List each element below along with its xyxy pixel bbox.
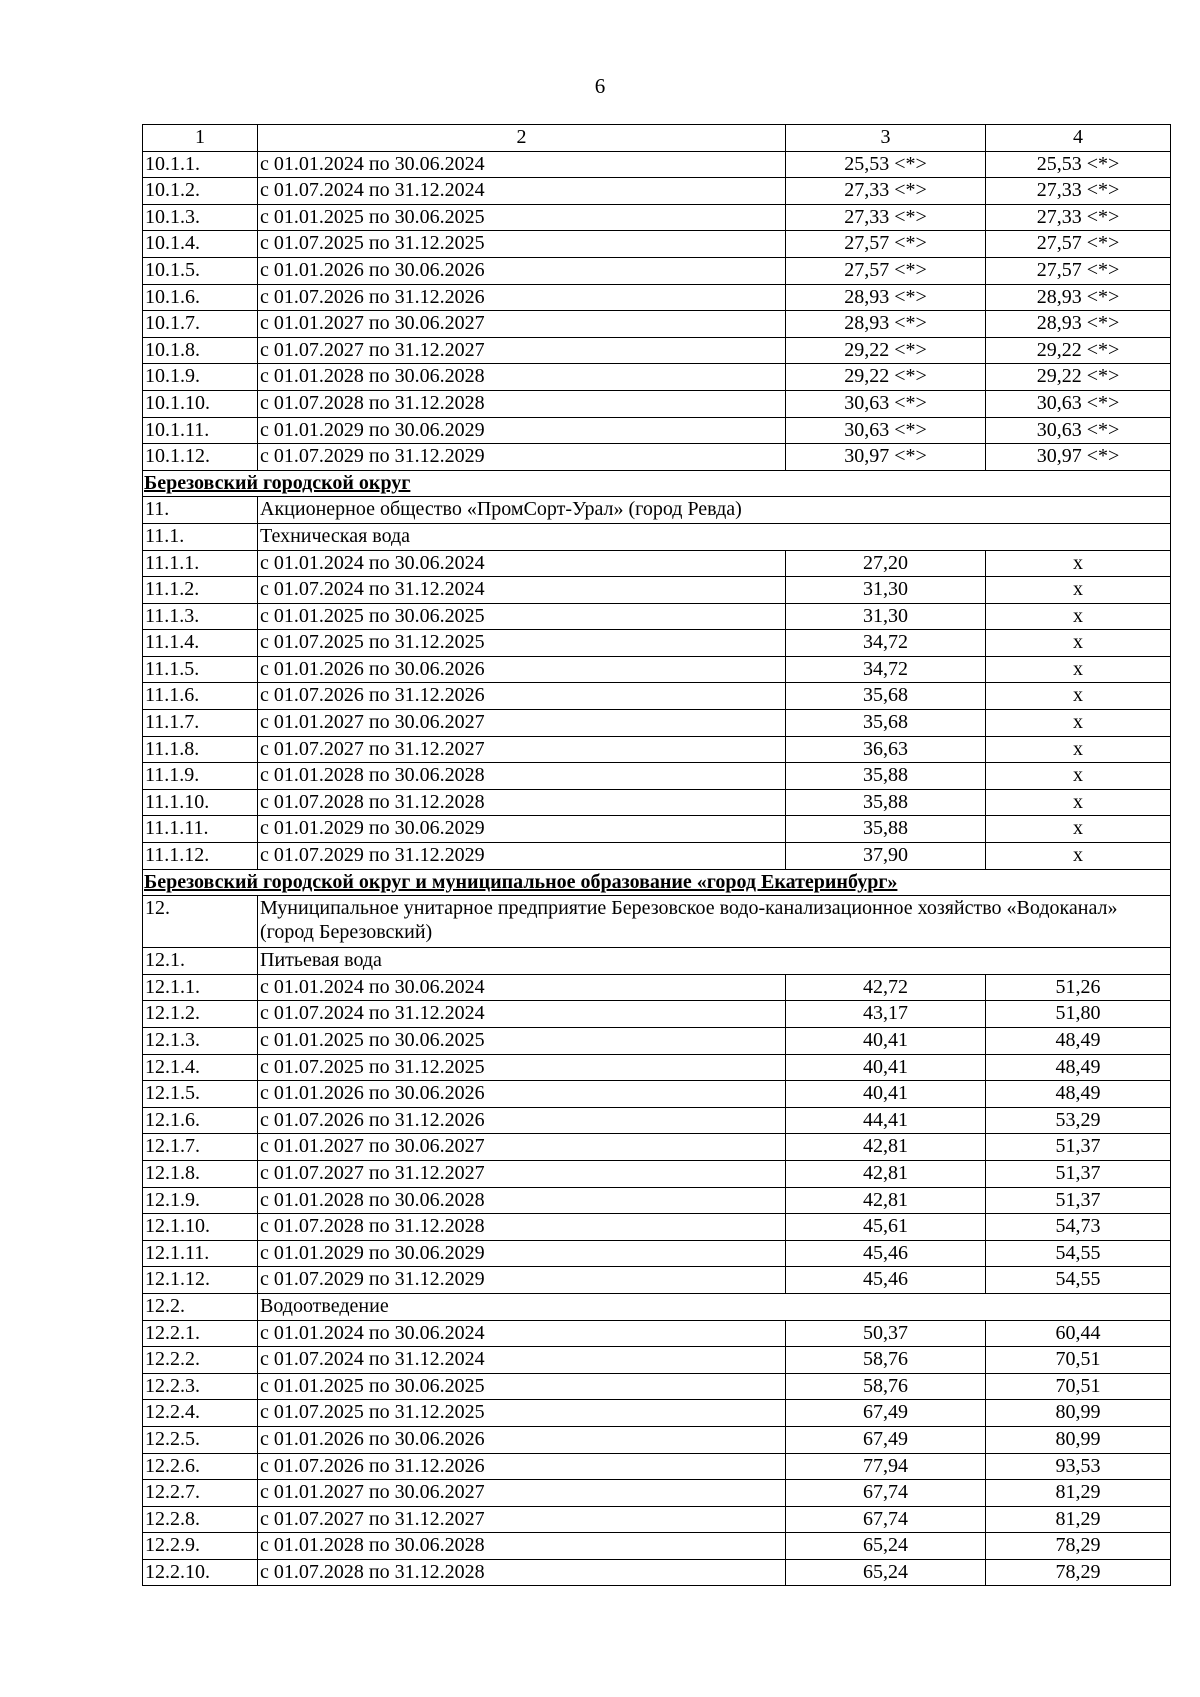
tariff-col-3-cell: 50,37 (786, 1320, 986, 1347)
period-cell: с 01.07.2026 по 31.12.2026 (258, 1107, 786, 1134)
row-code: 11.1.5. (143, 656, 258, 683)
tariff-col-3-cell: 35,68 (786, 710, 986, 737)
tariff-col-3-cell: 65,24 (786, 1559, 986, 1586)
table-row (143, 1533, 1171, 1560)
tariff-col-3-cell: 35,88 (786, 789, 986, 816)
table-row (143, 284, 1171, 311)
tariff-col-3-cell: 40,41 (786, 1081, 986, 1108)
section-heading: Березовский городской округ и муниципальное образование «город Екатеринбург» (143, 869, 1171, 896)
header-col-1: 1 (143, 125, 258, 152)
table-row (143, 1347, 1171, 1374)
tariff-col-4-cell: 28,93 <*> (986, 311, 1171, 338)
period-cell: с 01.07.2024 по 31.12.2024 (258, 178, 786, 205)
period-cell: с 01.07.2025 по 31.12.2025 (258, 630, 786, 657)
row-code: 10.1.7. (143, 311, 258, 338)
period-cell: с 01.07.2027 по 31.12.2027 (258, 1506, 786, 1533)
period-cell: с 01.07.2028 по 31.12.2028 (258, 1559, 786, 1586)
tariff-col-3-cell: 25,53 <*> (786, 151, 986, 178)
row-code: 11.1.9. (143, 763, 258, 790)
row-code: 10.1.1. (143, 151, 258, 178)
tariff-col-4-cell: х (986, 630, 1171, 657)
table-row (143, 1320, 1171, 1347)
tariff-col-4-cell: 60,44 (986, 1320, 1171, 1347)
period-cell: с 01.01.2028 по 30.06.2028 (258, 1533, 786, 1560)
period-cell: с 01.07.2027 по 31.12.2027 (258, 337, 786, 364)
row-code: 11.1.11. (143, 816, 258, 843)
tariff-col-3-cell: 27,57 <*> (786, 257, 986, 284)
tariff-col-3-cell: 67,49 (786, 1426, 986, 1453)
row-code: 12.1.9. (143, 1187, 258, 1214)
row-code: 12.2. (143, 1293, 258, 1320)
tariff-col-3-cell: 77,94 (786, 1453, 986, 1480)
tariff-col-3-cell: 44,41 (786, 1107, 986, 1134)
row-code: 12.1.6. (143, 1107, 258, 1134)
tariff-col-3-cell: 35,88 (786, 816, 986, 843)
row-code: 10.1.5. (143, 257, 258, 284)
tariff-col-3-cell: 45,46 (786, 1267, 986, 1294)
table-row (143, 1373, 1171, 1400)
tariff-col-3-cell: 58,76 (786, 1347, 986, 1374)
tariff-col-3-cell: 42,81 (786, 1134, 986, 1161)
tariff-col-3-cell: 31,30 (786, 603, 986, 630)
tariff-col-4-cell: 80,99 (986, 1400, 1171, 1427)
tariff-col-4-cell: 27,33 <*> (986, 178, 1171, 205)
tariff-col-4-cell: 78,29 (986, 1559, 1171, 1586)
table-row (143, 257, 1171, 284)
table-row (143, 1559, 1171, 1586)
period-cell: с 01.07.2029 по 31.12.2029 (258, 444, 786, 471)
tariff-col-4-cell: 48,49 (986, 1054, 1171, 1081)
table-row (143, 550, 1171, 577)
tariff-col-4-cell: 27,57 <*> (986, 231, 1171, 258)
row-code: 12.1.12. (143, 1267, 258, 1294)
table-row (143, 1001, 1171, 1028)
row-code: 12.1.1. (143, 974, 258, 1001)
row-code: 10.1.3. (143, 204, 258, 231)
row-code: 12.1.3. (143, 1028, 258, 1055)
row-code: 11.1.6. (143, 683, 258, 710)
header-col-2: 2 (258, 125, 786, 152)
period-cell: с 01.07.2028 по 31.12.2028 (258, 390, 786, 417)
row-code: 12.2.8. (143, 1506, 258, 1533)
tariff-col-4-cell: х (986, 550, 1171, 577)
row-code: 12.1.8. (143, 1160, 258, 1187)
table-row (143, 630, 1171, 657)
period-cell: с 01.01.2029 по 30.06.2029 (258, 816, 786, 843)
row-code: 12.1.2. (143, 1001, 258, 1028)
category-row (143, 497, 1171, 524)
row-code: 10.1.6. (143, 284, 258, 311)
period-cell: с 01.01.2025 по 30.06.2025 (258, 204, 786, 231)
table-row (143, 1506, 1171, 1533)
period-cell: с 01.01.2028 по 30.06.2028 (258, 763, 786, 790)
tariff-col-4-cell: 54,73 (986, 1214, 1171, 1241)
tariff-col-3-cell: 40,41 (786, 1054, 986, 1081)
tariff-col-4-cell: 70,51 (986, 1347, 1171, 1374)
category-label: Муниципальное унитарное предприятие Березовское водо-канализационное хозяйство «Водоканал» (город Березовский) (258, 896, 1171, 948)
period-cell: с 01.07.2027 по 31.12.2027 (258, 736, 786, 763)
row-code: 10.1.10. (143, 390, 258, 417)
row-code: 10.1.4. (143, 231, 258, 258)
category-label: Акционерное общество «ПромСорт-Урал» (город Ревда) (258, 497, 1171, 524)
tariff-col-4-cell: 54,55 (986, 1240, 1171, 1267)
row-code: 11.1.1. (143, 550, 258, 577)
tariff-table (142, 124, 1171, 1586)
tariff-col-4-cell: 25,53 <*> (986, 151, 1171, 178)
period-cell: с 01.07.2027 по 31.12.2027 (258, 1160, 786, 1187)
period-cell: с 01.01.2028 по 30.06.2028 (258, 364, 786, 391)
tariff-col-3-cell: 27,57 <*> (786, 231, 986, 258)
period-cell: с 01.01.2026 по 30.06.2026 (258, 1081, 786, 1108)
tariff-col-3-cell: 34,72 (786, 656, 986, 683)
row-code: 11.1.8. (143, 736, 258, 763)
tariff-col-4-cell: х (986, 656, 1171, 683)
tariff-col-4-cell: 48,49 (986, 1081, 1171, 1108)
period-cell: с 01.01.2029 по 30.06.2029 (258, 1240, 786, 1267)
row-code: 11.1.12. (143, 843, 258, 870)
tariff-col-3-cell: 27,33 <*> (786, 204, 986, 231)
row-code: 12.2.1. (143, 1320, 258, 1347)
section-heading: Березовский городской округ (143, 470, 1171, 497)
tariff-col-3-cell: 67,49 (786, 1400, 986, 1427)
period-cell: с 01.01.2024 по 30.06.2024 (258, 151, 786, 178)
period-cell: с 01.07.2024 по 31.12.2024 (258, 1001, 786, 1028)
tariff-col-3-cell: 29,22 <*> (786, 364, 986, 391)
tariff-col-4-cell: 30,97 <*> (986, 444, 1171, 471)
tariff-col-4-cell: 27,33 <*> (986, 204, 1171, 231)
row-code: 12.1.11. (143, 1240, 258, 1267)
period-cell: с 01.01.2029 по 30.06.2029 (258, 417, 786, 444)
tariff-col-3-cell: 34,72 (786, 630, 986, 657)
period-cell: с 01.01.2024 по 30.06.2024 (258, 1320, 786, 1347)
period-cell: с 01.01.2024 по 30.06.2024 (258, 550, 786, 577)
table-row (143, 789, 1171, 816)
table-row (143, 1028, 1171, 1055)
table-row (143, 337, 1171, 364)
row-code: 12.1.4. (143, 1054, 258, 1081)
category-row (143, 1293, 1171, 1320)
tariff-col-3-cell: 36,63 (786, 736, 986, 763)
tariff-col-4-cell: 29,22 <*> (986, 337, 1171, 364)
period-cell: с 01.01.2027 по 30.06.2027 (258, 710, 786, 737)
tariff-col-3-cell: 42,81 (786, 1160, 986, 1187)
tariff-col-3-cell: 37,90 (786, 843, 986, 870)
tariff-col-4-cell: 81,29 (986, 1506, 1171, 1533)
table-row (143, 1054, 1171, 1081)
row-code: 10.1.12. (143, 444, 258, 471)
table-row (143, 683, 1171, 710)
tariff-col-4-cell: 51,37 (986, 1187, 1171, 1214)
row-code: 11. (143, 497, 258, 524)
row-code: 11.1. (143, 523, 258, 550)
tariff-col-4-cell: 54,55 (986, 1267, 1171, 1294)
category-row (143, 523, 1171, 550)
table-row (143, 151, 1171, 178)
table-row (143, 736, 1171, 763)
tariff-col-3-cell: 42,72 (786, 974, 986, 1001)
period-cell: с 01.01.2028 по 30.06.2028 (258, 1187, 786, 1214)
category-row (143, 948, 1171, 975)
tariff-col-4-cell: 78,29 (986, 1533, 1171, 1560)
category-label: Техническая вода (258, 523, 1171, 550)
tariff-col-3-cell: 65,24 (786, 1533, 986, 1560)
tariff-col-4-cell: 93,53 (986, 1453, 1171, 1480)
row-code: 12.2.5. (143, 1426, 258, 1453)
table-row (143, 417, 1171, 444)
table-row (143, 577, 1171, 604)
table-row (143, 1134, 1171, 1161)
tariff-col-4-cell: 29,22 <*> (986, 364, 1171, 391)
table-row (143, 390, 1171, 417)
row-code: 11.1.7. (143, 710, 258, 737)
tariff-col-3-cell: 28,93 <*> (786, 311, 986, 338)
tariff-col-3-cell: 58,76 (786, 1373, 986, 1400)
table-row (143, 1187, 1171, 1214)
header-col-4: 4 (986, 125, 1171, 152)
tariff-table-body (143, 125, 1171, 1586)
table-row (143, 656, 1171, 683)
tariff-col-4-cell: 53,29 (986, 1107, 1171, 1134)
period-cell: с 01.01.2027 по 30.06.2027 (258, 1480, 786, 1507)
row-code: 11.1.4. (143, 630, 258, 657)
tariff-col-4-cell: 30,63 <*> (986, 417, 1171, 444)
tariff-col-4-cell: 81,29 (986, 1480, 1171, 1507)
tariff-col-4-cell: 27,57 <*> (986, 257, 1171, 284)
table-row (143, 444, 1171, 471)
row-code: 12.2.10. (143, 1559, 258, 1586)
row-code: 10.1.8. (143, 337, 258, 364)
period-cell: с 01.07.2026 по 31.12.2026 (258, 1453, 786, 1480)
tariff-col-4-cell: х (986, 603, 1171, 630)
period-cell: с 01.01.2026 по 30.06.2026 (258, 257, 786, 284)
row-code: 12.2.3. (143, 1373, 258, 1400)
period-cell: с 01.01.2025 по 30.06.2025 (258, 603, 786, 630)
tariff-col-3-cell: 30,63 <*> (786, 390, 986, 417)
period-cell: с 01.07.2028 по 31.12.2028 (258, 1214, 786, 1241)
period-cell: с 01.07.2026 по 31.12.2026 (258, 284, 786, 311)
tariff-col-4-cell: х (986, 816, 1171, 843)
tariff-col-3-cell: 67,74 (786, 1506, 986, 1533)
row-code: 12.1.10. (143, 1214, 258, 1241)
period-cell: с 01.07.2025 по 31.12.2025 (258, 1400, 786, 1427)
period-cell: с 01.01.2024 по 30.06.2024 (258, 974, 786, 1001)
table-row (143, 1267, 1171, 1294)
table-row (143, 603, 1171, 630)
tariff-col-4-cell: 51,37 (986, 1134, 1171, 1161)
tariff-col-4-cell: х (986, 736, 1171, 763)
tariff-col-4-cell: 51,80 (986, 1001, 1171, 1028)
tariff-col-3-cell: 31,30 (786, 577, 986, 604)
tariff-col-4-cell: 51,37 (986, 1160, 1171, 1187)
tariff-col-3-cell: 45,61 (786, 1214, 986, 1241)
period-cell: с 01.01.2025 по 30.06.2025 (258, 1028, 786, 1055)
tariff-col-3-cell: 27,20 (786, 550, 986, 577)
table-row (143, 1240, 1171, 1267)
period-cell: с 01.01.2027 по 30.06.2027 (258, 1134, 786, 1161)
period-cell: с 01.07.2029 по 31.12.2029 (258, 843, 786, 870)
tariff-col-4-cell: х (986, 843, 1171, 870)
row-code: 10.1.9. (143, 364, 258, 391)
tariff-col-4-cell: 51,26 (986, 974, 1171, 1001)
table-row (143, 1400, 1171, 1427)
header-col-3: 3 (786, 125, 986, 152)
table-row (143, 1214, 1171, 1241)
row-code: 12.1.7. (143, 1134, 258, 1161)
section-heading-row (143, 869, 1171, 896)
row-code: 12.2.6. (143, 1453, 258, 1480)
row-code: 12.2.9. (143, 1533, 258, 1560)
period-cell: с 01.01.2026 по 30.06.2026 (258, 1426, 786, 1453)
table-row (143, 1453, 1171, 1480)
table-row (143, 1426, 1171, 1453)
tariff-col-3-cell: 43,17 (786, 1001, 986, 1028)
period-cell: с 01.01.2027 по 30.06.2027 (258, 311, 786, 338)
category-label: Питьевая вода (258, 948, 1171, 975)
table-row (143, 311, 1171, 338)
tariff-col-4-cell: х (986, 683, 1171, 710)
tariff-col-3-cell: 35,68 (786, 683, 986, 710)
row-code: 11.1.3. (143, 603, 258, 630)
tariff-col-4-cell: 70,51 (986, 1373, 1171, 1400)
category-label: Водоотведение (258, 1293, 1171, 1320)
table-row (143, 816, 1171, 843)
tariff-col-4-cell: х (986, 577, 1171, 604)
row-code: 12.2.7. (143, 1480, 258, 1507)
table-row (143, 231, 1171, 258)
table-row (143, 1480, 1171, 1507)
tariff-col-3-cell: 35,88 (786, 763, 986, 790)
row-code: 11.1.2. (143, 577, 258, 604)
table-row (143, 1107, 1171, 1134)
table-row (143, 843, 1171, 870)
table-row (143, 763, 1171, 790)
table-row (143, 364, 1171, 391)
tariff-col-4-cell: х (986, 710, 1171, 737)
table-row (143, 1081, 1171, 1108)
period-cell: с 01.07.2025 по 31.12.2025 (258, 1054, 786, 1081)
tariff-col-3-cell: 30,97 <*> (786, 444, 986, 471)
category-row (143, 896, 1171, 948)
tariff-col-3-cell: 40,41 (786, 1028, 986, 1055)
tariff-col-3-cell: 28,93 <*> (786, 284, 986, 311)
table-row (143, 974, 1171, 1001)
row-code: 10.1.2. (143, 178, 258, 205)
tariff-col-4-cell: 30,63 <*> (986, 390, 1171, 417)
row-code: 11.1.10. (143, 789, 258, 816)
period-cell: с 01.07.2026 по 31.12.2026 (258, 683, 786, 710)
period-cell: с 01.07.2028 по 31.12.2028 (258, 789, 786, 816)
table-row (143, 710, 1171, 737)
tariff-col-4-cell: х (986, 789, 1171, 816)
table-header-row (143, 125, 1171, 152)
tariff-col-3-cell: 29,22 <*> (786, 337, 986, 364)
period-cell: с 01.07.2024 по 31.12.2024 (258, 1347, 786, 1374)
tariff-col-3-cell: 27,33 <*> (786, 178, 986, 205)
tariff-col-4-cell: х (986, 763, 1171, 790)
period-cell: с 01.01.2025 по 30.06.2025 (258, 1373, 786, 1400)
page-number: 6 (594, 74, 606, 98)
row-code: 12. (143, 896, 258, 948)
tariff-col-3-cell: 67,74 (786, 1480, 986, 1507)
tariff-col-3-cell: 42,81 (786, 1187, 986, 1214)
table-row (143, 1160, 1171, 1187)
tariff-col-4-cell: 48,49 (986, 1028, 1171, 1055)
tariff-col-4-cell: 28,93 <*> (986, 284, 1171, 311)
row-code: 12.2.4. (143, 1400, 258, 1427)
period-cell: с 01.07.2029 по 31.12.2029 (258, 1267, 786, 1294)
period-cell: с 01.07.2025 по 31.12.2025 (258, 231, 786, 258)
table-row (143, 178, 1171, 205)
tariff-col-4-cell: 80,99 (986, 1426, 1171, 1453)
row-code: 12.1. (143, 948, 258, 975)
row-code: 12.1.5. (143, 1081, 258, 1108)
tariff-col-3-cell: 30,63 <*> (786, 417, 986, 444)
row-code: 12.2.2. (143, 1347, 258, 1374)
table-row (143, 204, 1171, 231)
period-cell: с 01.07.2024 по 31.12.2024 (258, 577, 786, 604)
section-heading-row (143, 470, 1171, 497)
period-cell: с 01.01.2026 по 30.06.2026 (258, 656, 786, 683)
row-code: 10.1.11. (143, 417, 258, 444)
tariff-col-3-cell: 45,46 (786, 1240, 986, 1267)
